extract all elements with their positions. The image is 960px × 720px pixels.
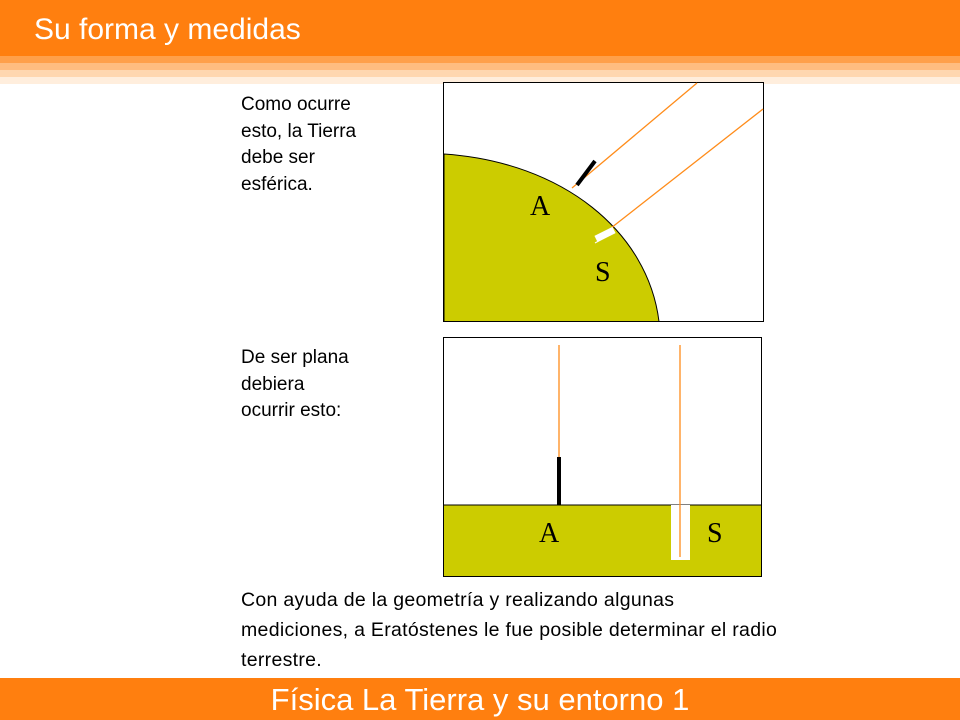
spherical-earth-diagram bbox=[443, 82, 764, 322]
label-a: A bbox=[539, 518, 560, 549]
label-a: A bbox=[530, 191, 551, 222]
spherical-explanation: Como ocurre esto, la Tierra debe ser esférica. bbox=[241, 94, 357, 195]
header-bar bbox=[0, 0, 960, 56]
flat-earth-diagram bbox=[443, 337, 762, 577]
course-title: Física La Tierra y su entorno 1 bbox=[270, 682, 690, 717]
footer-bar bbox=[0, 678, 960, 720]
slide-title: Su forma y medidas bbox=[34, 13, 301, 46]
label-s: S bbox=[595, 257, 611, 288]
header-stripe bbox=[0, 63, 960, 70]
header-stripe bbox=[0, 56, 960, 63]
header-stripe bbox=[0, 70, 960, 77]
conclusion-text: Con ayuda de la geometría y realizando algunas mediciones, a Eratóstenes le fue posible determinar el radio terrestre. bbox=[241, 589, 778, 671]
label-s: S bbox=[707, 518, 723, 549]
flat-explanation: De ser plana debiera ocurrir esto: bbox=[241, 347, 349, 421]
